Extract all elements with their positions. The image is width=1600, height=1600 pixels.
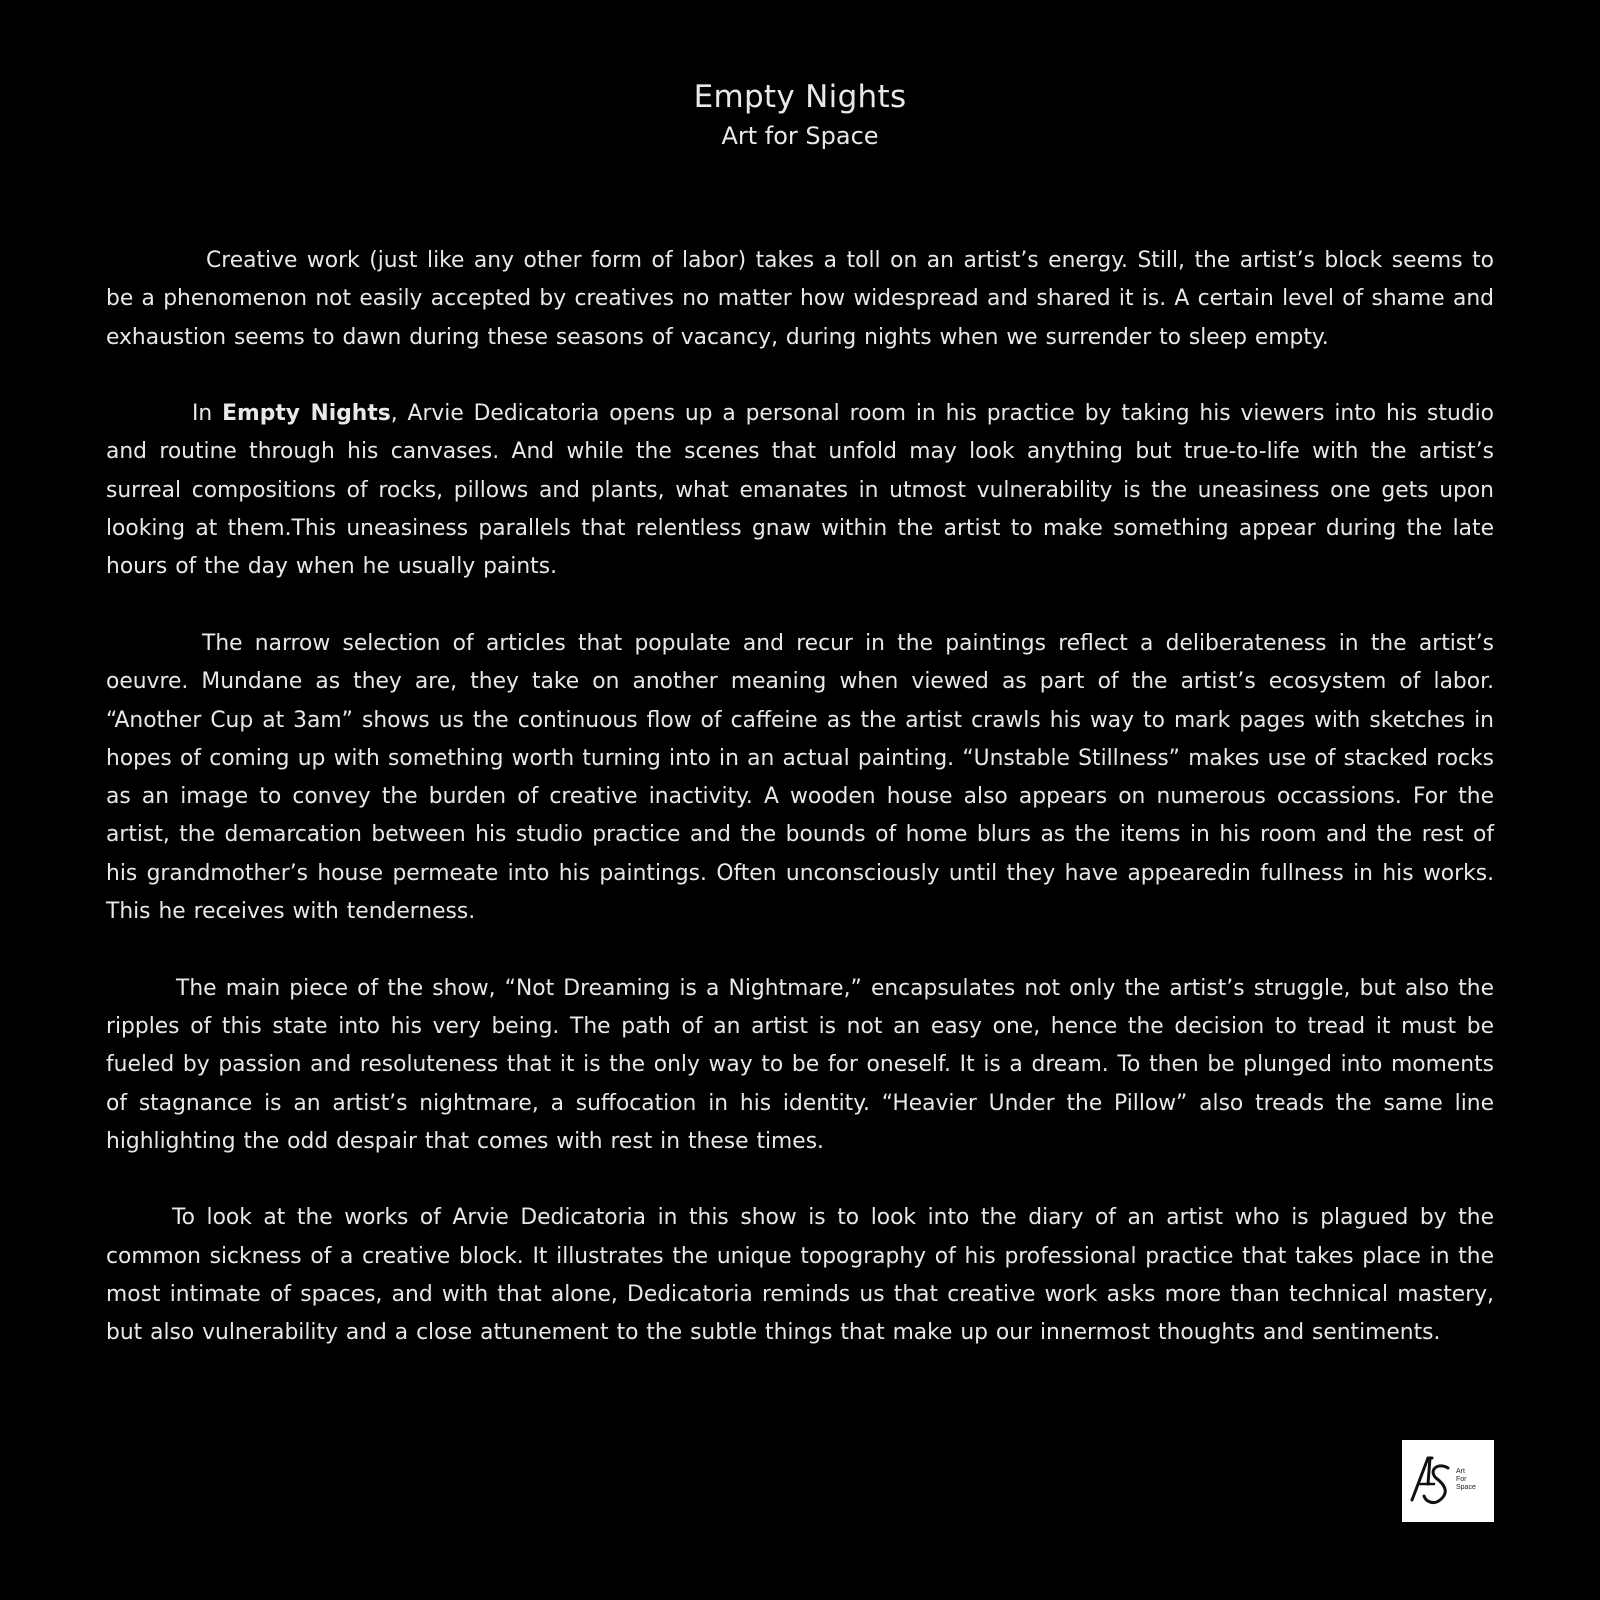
page-title: Empty Nights <box>693 79 907 115</box>
header <box>0 76 1600 154</box>
paragraph-2-rest: , Arvie Dedicatoria opens up a personal room in his practice by taking his viewers into his studio and routine through his canvases. And while the scenes that unfold may look anything but true-to-life with the artist’s surreal compositions of rocks, pillows and plants, what emanates in utmost vulnerability is the uneasiness one gets upon looking at them.This uneasiness parallels that relentless gnaw within the artist to make something appear during the late hours of the day when he usually paints. <box>106 401 1495 580</box>
logo-word-art: Art <box>1456 1468 1465 1475</box>
page-subtitle: Art for Space <box>721 122 879 150</box>
paragraph-3: The narrow selection of articles that populate and recur in the paintings reflect a deliberateness in the artist’s oeuvre. Mundane as they are, they take on another meaning when viewed as part of the artist’s ecosystem of labor. “Another Cup at 3am” shows us the continuous flow of caffeine as the artist crawls his way to mark pages with sketches in hopes of coming up with something worth turning into in an actual painting. “Unstable Stillness” makes use of stacked rocks as an image to convey the burden of creative inactivity. A wooden house also appears on numerous occassions. For the artist, the demarcation between his studio practice and the bounds of home blurs as the items in his room and the rest of his grandmother’s house permeate into his paintings. Often unconsciously until they have appearedin fullness in his works. This he receives with tenderness. <box>106 630 1494 925</box>
exhibition-title-bold: Empty Nights <box>222 401 391 427</box>
logo-word-space: Space <box>1456 1484 1476 1491</box>
art-for-space-logo-icon <box>1408 1450 1458 1512</box>
logo-wordmark <box>1456 1468 1476 1492</box>
paragraph-5: To look at the works of Arvie Dedicatoria in this show is to look into the diary of an artist who is plagued by the common sickness of a creative block. It illustrates the unique topography of his professional practice that takes place in the most intimate of spaces, and with that alone, Dedicatoria reminds us that creative work asks more than technical mastery, but also vulnerability and a close attunement to the subtle things that make up our innermost thoughts and sentiments. <box>106 1205 1494 1346</box>
paragraph-4: The main piece of the show, “Not Dreaming is a Nightmare,” encapsulates not only the artist’s struggle, but also the ripples of this state into his very being. The path of an artist is not an easy one, hence the decision to tread it must be fueled by passion and resoluteness that it is the only way to be for oneself. It is a dream. To then be plunged into moments of stagnance is an artist’s nightmare, a suffocation in his identity. “Heavier Under the Pillow” also treads the same line highlighting the odd despair that comes with rest in these times. <box>106 975 1494 1154</box>
paragraph-2 <box>106 395 1494 586</box>
paragraph-2-lead: In <box>192 401 223 427</box>
art-for-space-logo <box>1402 1440 1494 1522</box>
essay-body <box>106 242 1494 1353</box>
logo-word-for: For <box>1456 1476 1467 1483</box>
paragraph-1: Creative work (just like any other form of labor) takes a toll on an artist’s energy. Still, the artist’s block seems to be a phenomenon not easily accepted by creatives no matter how widespread and shared it is. A certain level of shame and exhaustion seems to dawn during these seasons of vacancy, during nights when we surrender to sleep empty. <box>106 248 1494 350</box>
